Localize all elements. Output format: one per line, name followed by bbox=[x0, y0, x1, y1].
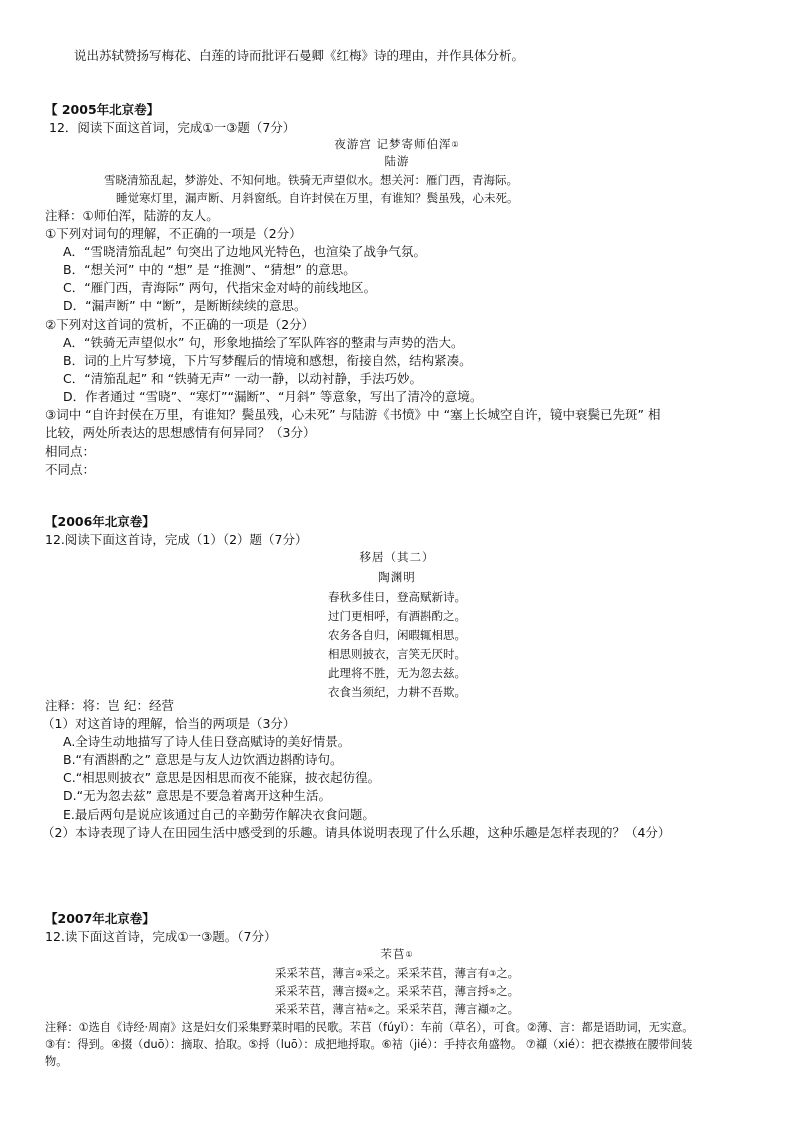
section-2006-question: 12.阅读下面这首诗，完成（1）（2）题（7分） bbox=[45, 532, 308, 547]
q2-2005-option-a: A．“铁骑无声望似水” 句，形象地描绘了军队阵容的整肃与声势的浩大。 bbox=[63, 335, 464, 350]
poem-2007-title: 芣苢① bbox=[380, 947, 414, 961]
q1-2006-option-c: C.“相思则披衣” 意思是因相思而夜不能寐，披衣起彷徨。 bbox=[63, 770, 381, 785]
q1-2005-option-c: C．“雁门西，青海际” 两句，代指宋金对峙的前线地区。 bbox=[63, 280, 377, 295]
answer-differences-label: 不同点： bbox=[45, 462, 96, 477]
poem-2006-line-2: 过门更相呼，有酒斟酌之。 bbox=[328, 609, 466, 623]
q1-2006-option-d: D.“无为忽去兹” 意思是不要急着离开这种生活。 bbox=[63, 788, 332, 803]
poem-2006-line-1: 春秋多佳日，登高赋新诗。 bbox=[328, 590, 466, 604]
poem-2006-line-4: 相思则披衣，言笑无厌时。 bbox=[328, 647, 466, 661]
q1-2005-option-a: A．“雪晓清笳乱起” 句突出了边地风光特色，也渲染了战争气氛。 bbox=[63, 244, 426, 259]
footnote-marker: ① bbox=[405, 950, 414, 959]
q1-2006-option-e: E.最后两句是说应该通过自己的辛勤劳作解决衣食问题。 bbox=[63, 807, 375, 822]
poem-2005-author: 陆游 bbox=[384, 154, 410, 168]
q1-2005-option-b: B．“想关河” 中的 “想” 是 “推测”、“猜想” 的意思。 bbox=[63, 262, 356, 277]
q1-2005-stem: ①下列对词句的理解，不正确的一项是（2分） bbox=[45, 226, 302, 241]
q2-2005-option-d: D．作者通过 “雪晓”、“寒灯”“漏断”、“月斜” 等意象，写出了清冷的意境。 bbox=[63, 389, 483, 404]
poem-2005-line-1: 雪晓清笳乱起，梦游处、不知何地。铁骑无声望似水。想关河：雁门西，青海际。 bbox=[104, 173, 518, 187]
poem-2006-author: 陶渊明 bbox=[378, 570, 416, 584]
section-2005-question: 12．阅读下面这首词，完成①一③题（7分） bbox=[49, 120, 296, 135]
section-2007-note-line-3: 物。 bbox=[45, 1055, 68, 1068]
q2-2005-option-c: C．“清笳乱起” 和 “铁骑无声” 一动一静，以动衬静，手法巧妙。 bbox=[63, 371, 423, 386]
section-2007-note-line-1: 注释：①选自《诗经·周南》这是妇女们采集野菜时唱的民歌。芣苢（fúyǐ）：车前（草名），可食。②薄、言：都是语助词，无实意。 bbox=[45, 1021, 694, 1034]
intro-prompt: 说出苏轼赞扬写梅花、白莲的诗而批评石曼卿《红梅》诗的理由，并作具体分析。 bbox=[74, 48, 525, 63]
footnote-marker: ⑤ bbox=[489, 987, 497, 996]
poem-2007-line-2: 采采芣苢，薄言掇④之。采采芣苢，薄言捋⑤之。 bbox=[274, 984, 520, 998]
q1-2006-option-a: A.全诗生动地描写了诗人佳日登高赋诗的美好情景。 bbox=[63, 734, 351, 749]
section-2007-header: 【2007年北京卷】 bbox=[45, 911, 155, 926]
section-2006-header: 【2006年北京卷】 bbox=[45, 514, 155, 529]
footnote-marker: ④ bbox=[366, 987, 374, 996]
poem-2006-line-5: 此理将不胜，无为忽去兹。 bbox=[328, 666, 466, 680]
q1-2006-option-b: B.“有酒斟酌之” 意思是与友人边饮酒边斟酌诗句。 bbox=[63, 752, 343, 767]
footnote-marker: ⑥ bbox=[366, 1005, 374, 1014]
section-2006-note: 注释：将：岂 纪：经营 bbox=[45, 698, 174, 713]
poem-2006-line-3: 农务各自归，闲暇辄相思。 bbox=[328, 628, 466, 642]
q3-2005-stem-line-1: ③词中 “自许封侯在万里，有谁知？鬓虽残，心未死” 与陆游《书愤》中 “塞上长城空自许，镜中衰鬓已先斑” 相 bbox=[45, 407, 661, 422]
q2-2005-option-b: B．词的上片写梦境，下片写梦醒后的情境和感想，衔接自然，结构紧凑。 bbox=[63, 353, 472, 368]
q1-2005-option-d: D．“漏声断” 中 “断”，是断断续续的意思。 bbox=[63, 298, 307, 313]
section-2007-note-line-2: ③有：得到。④掇（duō）：摘取、拾取。⑤捋（luō）：成把地捋取。⑥袺（jié）：手持衣角盛物。 ⑦襭（xié）：把衣襟掖在腰带间装 bbox=[45, 1038, 693, 1051]
q2-2005-stem: ②下列对这首词的赏析，不正确的一项是（2分） bbox=[45, 317, 315, 332]
section-2005-note: 注释：①师伯浑，陆游的友人。 bbox=[45, 208, 219, 223]
section-2005-header: 【 2005年北京卷】 bbox=[45, 102, 160, 117]
q2-2006-stem: （2）本诗表现了诗人在田园生活中感受到的乐趣。请具体说明表现了什么乐趣，这种乐趣是怎样表现的？（4分） bbox=[42, 825, 671, 840]
q1-2006-stem: （1）对这首诗的理解，恰当的两项是（3分） bbox=[42, 716, 296, 731]
section-2007-question: 12.读下面这首诗，完成①一③题。（7分） bbox=[45, 929, 277, 944]
poem-2005-title: 夜游宫 记梦寄师伯浑① bbox=[334, 137, 460, 151]
footnote-marker: ③ bbox=[489, 969, 497, 978]
poem-2006-line-6: 衣食当须纪，力耕不吾欺。 bbox=[328, 685, 466, 699]
footnote-marker: ② bbox=[355, 969, 363, 978]
poem-2007-line-3: 采采芣苢，薄言袺⑥之。采采芣苢，薄言襭⑦之。 bbox=[274, 1002, 520, 1016]
footnote-marker: ⑦ bbox=[489, 1005, 497, 1014]
footnote-marker: ① bbox=[451, 140, 460, 149]
poem-2007-line-1: 采采芣苢，薄言②采之。采采芣苢，薄言有③之。 bbox=[274, 966, 520, 980]
answer-similarities-label: 相同点： bbox=[45, 444, 96, 459]
poem-2005-line-2: 睡觉寒灯里，漏声断、月斜窗纸。自许封侯在万里，有谁知？鬓虽残，心未死。 bbox=[116, 191, 519, 205]
q3-2005-stem-line-2: 比较，两处所表达的思想感情有何异同？（3分） bbox=[45, 425, 316, 440]
poem-2006-title: 移居（其二） bbox=[359, 550, 435, 564]
